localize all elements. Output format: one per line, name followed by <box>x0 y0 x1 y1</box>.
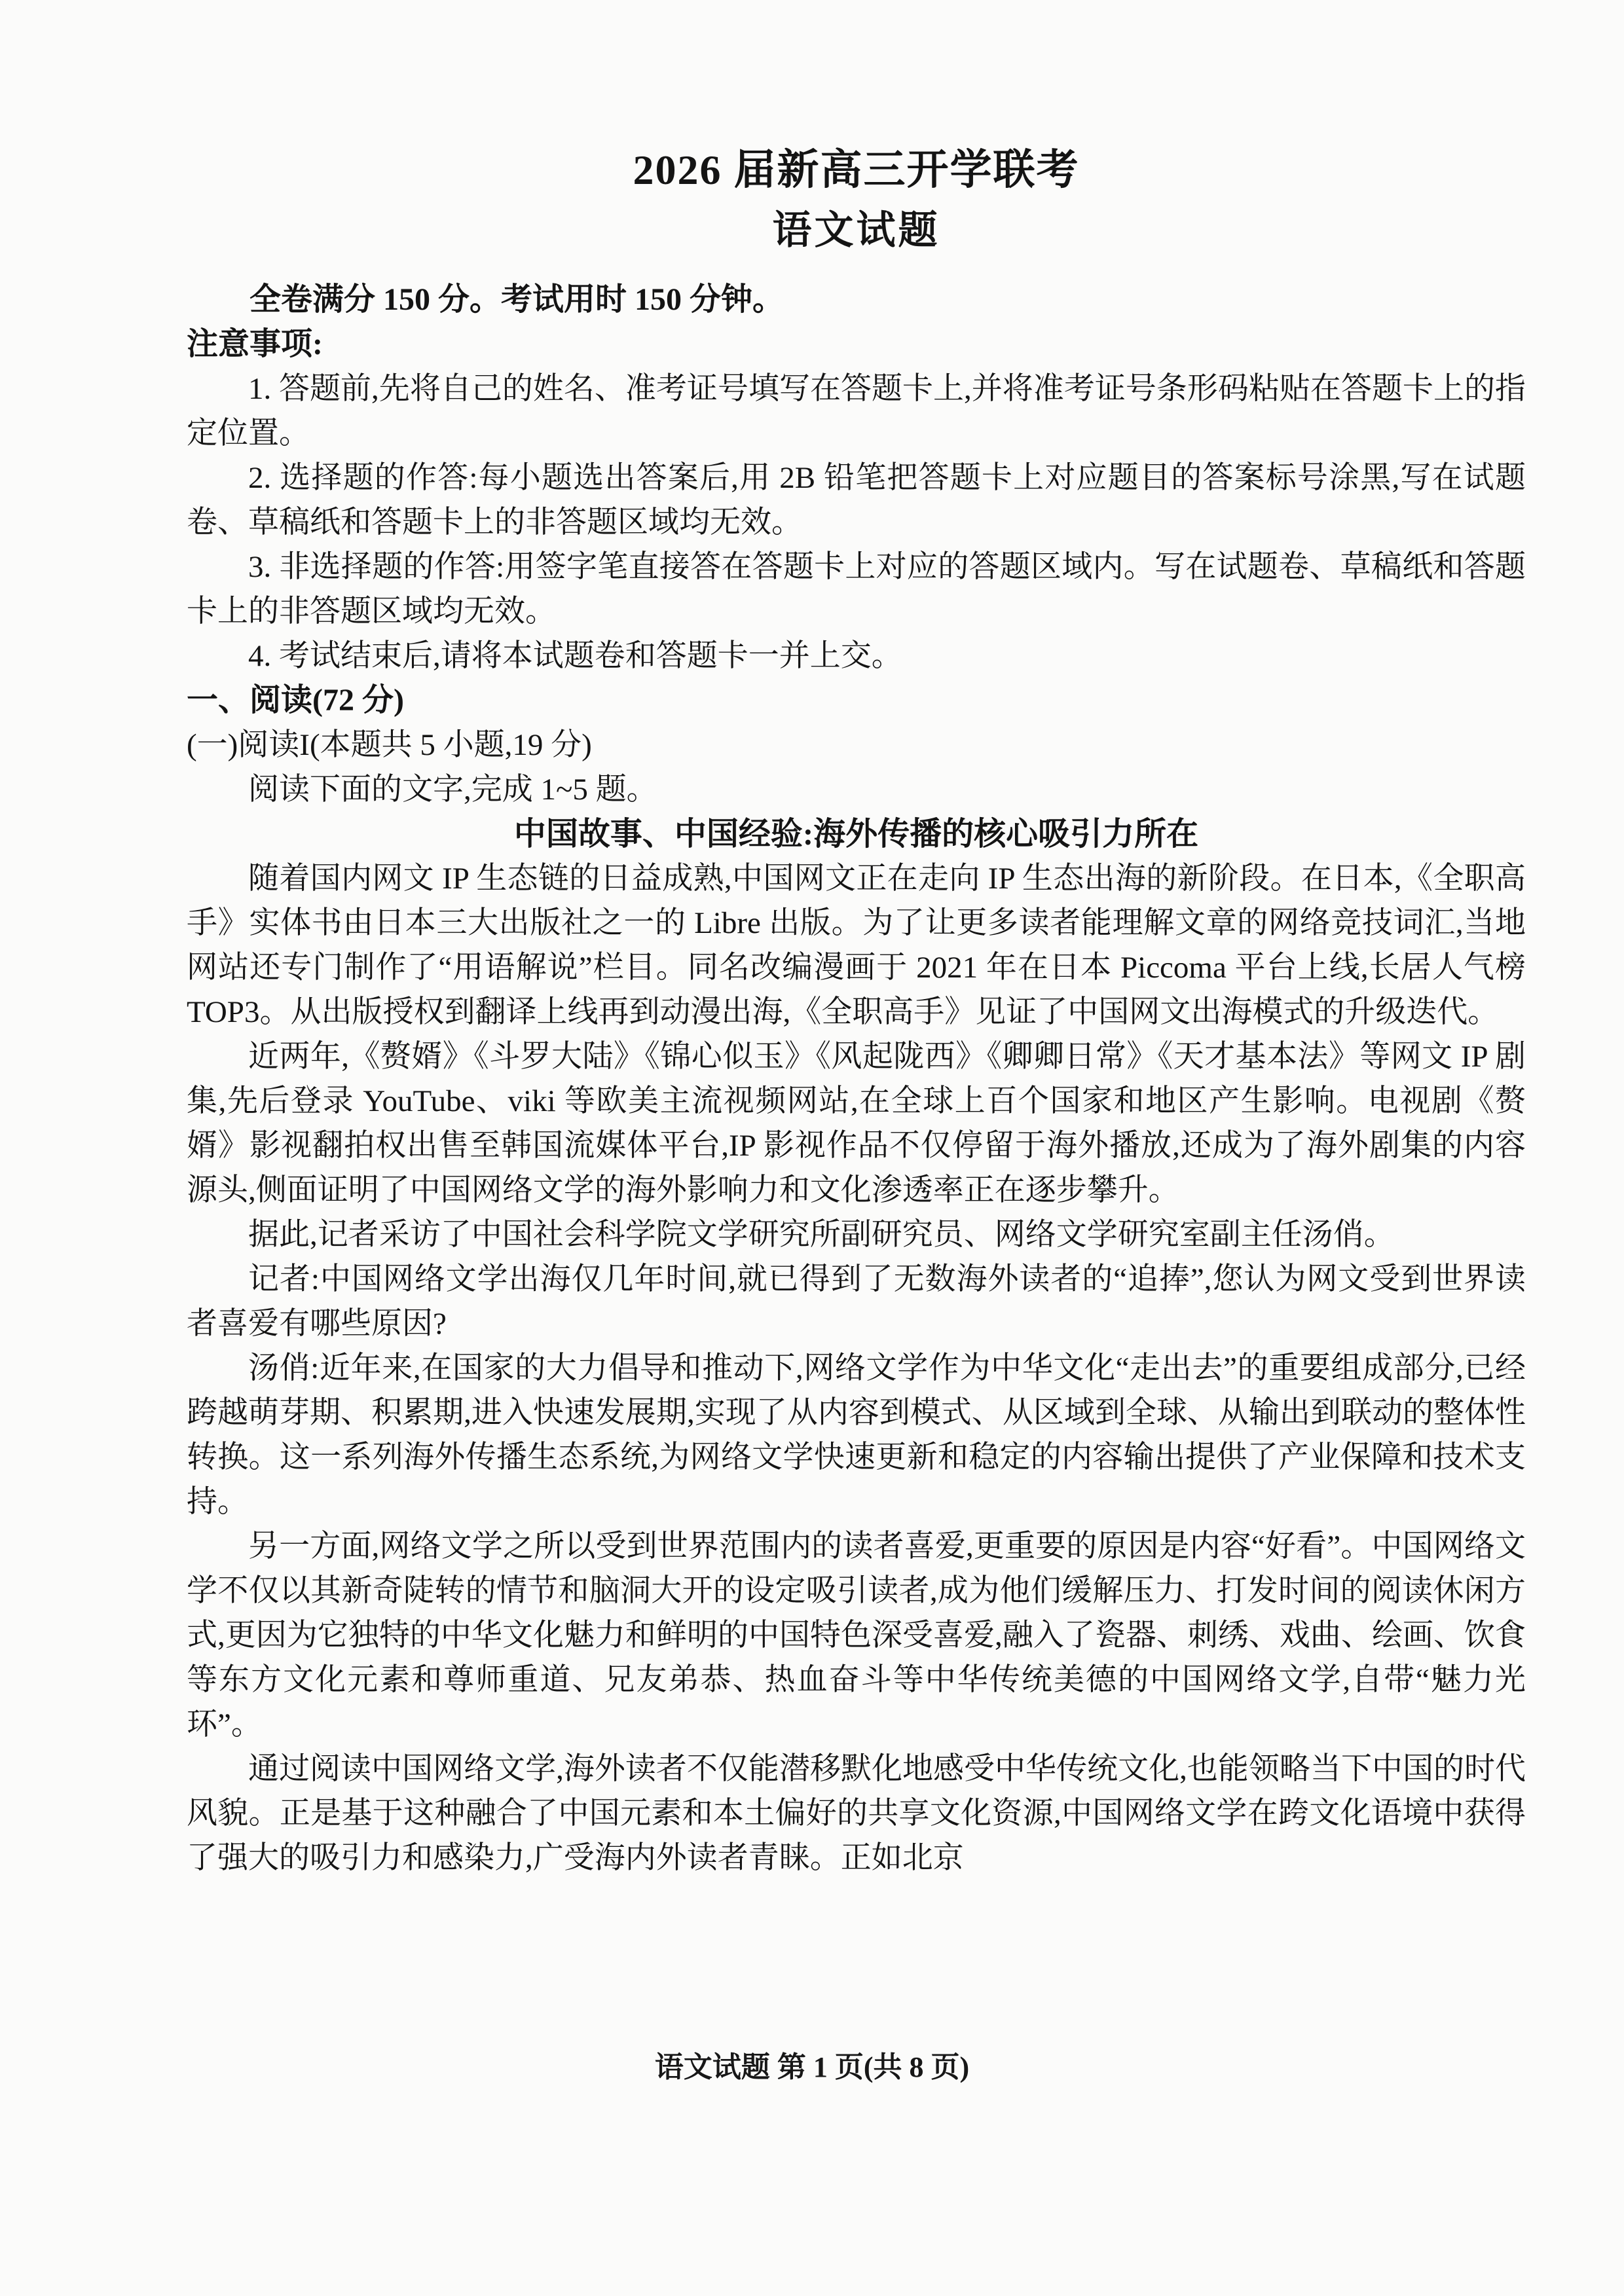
notice-item: 3. 非选择题的作答:用签字笔直接答在答题卡上对应的答题区域内。写在试题卷、草稿纸和答题卡上的非答题区域均无效。 <box>187 550 1526 629</box>
page-title: 2026 届新高三开学联考 <box>633 147 1080 193</box>
notice-item: 1. 答题前,先将自己的姓名、准考证号填写在答题卡上,并将准考证号条形码粘贴在答题卡上的指定位置。 <box>187 372 1526 450</box>
notice-item: 2. 选择题的作答:每小题选出答案后,用 2B 铅笔把答题卡上对应题目的答案标号涂黑,写在试题卷、草稿纸和答题卡上的非答题区域均无效。 <box>187 461 1526 539</box>
article-title: 中国故事、中国经验:海外传播的核心吸引力所在 <box>513 816 1199 852</box>
reading-instruction: 阅读下面的文字,完成 1~5 题。 <box>248 773 657 807</box>
section-heading: 一、阅读(72 分) <box>187 683 404 718</box>
article-paragraph: 随着国内网文 IP 生态链的日益成熟,中国网文正在走向 IP 生态出海的新阶段。在日本,《全职高手》实体书由日本三大出版社之一的 Libre 出版。为了让更多读者能理解文章的网络竞技词汇,当地网站还专门制作了“用语解说”栏目。同名改编漫画于 2021 年在日本 Piccoma 平台上线,长居人气榜 TOP3。从出版授权到翻译上线再到动漫出海,《全职高手》见证了中国网文出海模式的升级迭代。 <box>187 862 1526 1029</box>
article-paragraph: 另一方面,网络文学之所以受到世界范围内的读者喜爱,更重要的原因是内容“好看”。中国网络文学不仅以其新奇陡转的情节和脑洞大开的设定吸引读者,成为他们缓解压力、打发时间的阅读休闲方式,更因为它独特的中华文化魅力和鲜明的中国特色深受喜爱,融入了瓷器、刺绣、戏曲、绘画、饮食等东方文化元素和尊师重道、兄友弟恭、热血奋斗等中华传统美德的中国网络文学,自带“魅力光环”。 <box>187 1529 1526 1741</box>
article-paragraph: 据此,记者采访了中国社会科学院文学研究所副研究员、网络文学研究室副主任汤俏。 <box>248 1218 1395 1252</box>
article-paragraph: 通过阅读中国网络文学,海外读者不仅能潜移默化地感受中华传统文化,也能领略当下中国的时代风貌。正是基于这种融合了中国元素和本土偏好的共享文化资源,中国网络文学在跨文化语境中获得了强大的吸引力和感染力,广受海内外读者青睐。正如北京 <box>187 1752 1526 1875</box>
page-subtitle: 语文试题 <box>772 209 940 252</box>
notice-item: 4. 考试结束后,请将本试题卷和答题卡一并上交。 <box>248 639 902 673</box>
notices-heading: 注意事项: <box>187 327 323 361</box>
article-paragraph: 汤俏:近年来,在国家的大力倡导和推动下,网络文学作为中华文化“走出去”的重要组成部分,已经跨越萌芽期、积累期,进入快速发展期,实现了从内容到模式、从区域到全球、从输出到联动的整体性转换。这一系列海外传播生态系统,为网络文学快速更新和稳定的内容输出提供了产业保障和技术支持。 <box>187 1351 1526 1519</box>
article-paragraph: 记者:中国网络文学出海仅几年时间,就已得到了无数海外读者的“追捧”,您认为网文受到世界读者喜爱有哪些原因? <box>187 1262 1526 1341</box>
page-footer: 语文试题 第 1 页(共 8 页) <box>654 2051 970 2083</box>
exam-info-line: 全卷满分 150 分。考试用时 150 分钟。 <box>249 282 784 317</box>
section-subheading: (一)阅读I(本题共 5 小题,19 分) <box>187 728 592 762</box>
article-paragraph: 近两年,《赘婿》《斗罗大陆》《锦心似玉》《风起陇西》《卿卿日常》《天才基本法》等网文 IP 剧集,先后登录 YouTube、viki 等欧美主流视频网站,在全球上百个国家和地区产生影响。电视剧《赘婿》影视翻拍权出售至韩国流媒体平台,IP 影视作品不仅停留于海外播放,还成为了海外剧集的内容源头,侧面证明了中国网络文学的海外影响力和文化渗透率正在逐步攀升。 <box>187 1040 1526 1207</box>
